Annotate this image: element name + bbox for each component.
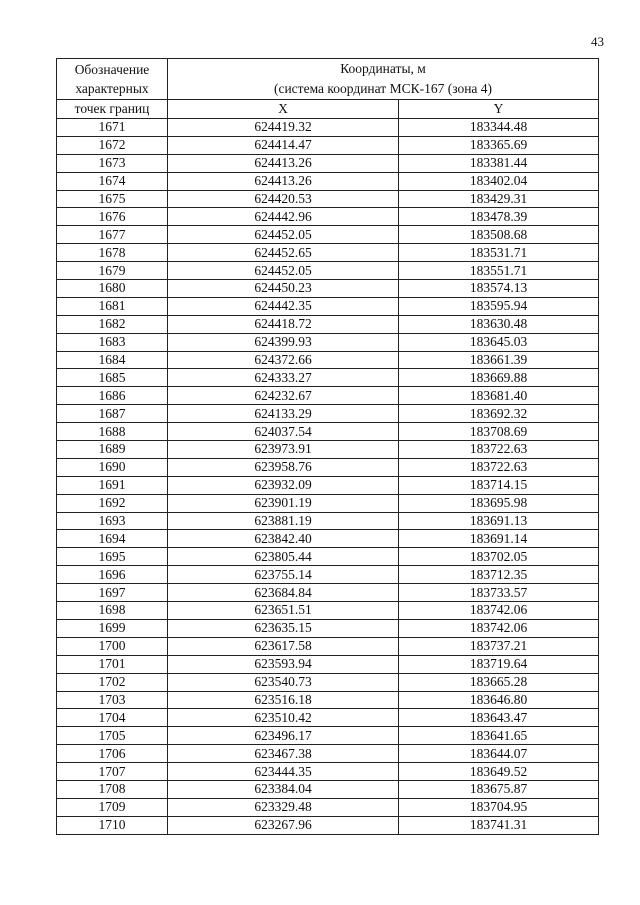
- table-row: [57, 458, 599, 476]
- point-id-cell: 1685: [57, 369, 168, 387]
- table-row: [57, 566, 599, 584]
- x-coordinate-cell: 624452.65: [168, 244, 399, 262]
- header-y: Y: [399, 100, 599, 119]
- x-coordinate-cell: 623842.40: [168, 530, 399, 548]
- y-coordinate-cell: 183675.87: [399, 780, 599, 798]
- table-row: [57, 208, 599, 226]
- point-id-cell: 1692: [57, 494, 168, 512]
- x-coordinate-cell: 623593.94: [168, 655, 399, 673]
- table-row: [57, 297, 599, 315]
- point-id-cell: 1677: [57, 226, 168, 244]
- header-x: X: [168, 100, 399, 119]
- x-coordinate-cell: 623881.19: [168, 512, 399, 530]
- point-id-cell: 1674: [57, 172, 168, 190]
- point-id-cell: 1710: [57, 816, 168, 834]
- table-row: [57, 727, 599, 745]
- x-coordinate-cell: 623617.58: [168, 637, 399, 655]
- point-id-cell: 1681: [57, 297, 168, 315]
- table-row: [57, 405, 599, 423]
- table-row: [57, 190, 599, 208]
- point-id-cell: 1688: [57, 423, 168, 441]
- x-coordinate-cell: 624413.26: [168, 154, 399, 172]
- y-coordinate-cell: 183641.65: [399, 727, 599, 745]
- table-row: [57, 637, 599, 655]
- x-coordinate-cell: 623755.14: [168, 566, 399, 584]
- table-row: [57, 244, 599, 262]
- y-coordinate-cell: 183704.95: [399, 798, 599, 816]
- point-id-cell: 1690: [57, 458, 168, 476]
- point-id-cell: 1704: [57, 709, 168, 727]
- table-row: [57, 709, 599, 727]
- point-id-cell: 1686: [57, 387, 168, 405]
- table-row: [57, 476, 599, 494]
- table-row: [57, 423, 599, 441]
- x-coordinate-cell: 623635.15: [168, 619, 399, 637]
- table-row: [57, 584, 599, 602]
- table-row: [57, 494, 599, 512]
- x-coordinate-cell: 624399.93: [168, 333, 399, 351]
- table-row: [57, 512, 599, 530]
- table-header: [57, 59, 599, 119]
- point-id-cell: 1707: [57, 763, 168, 781]
- page-number: 43: [591, 34, 604, 49]
- y-coordinate-cell: 183742.06: [399, 619, 599, 637]
- x-coordinate-cell: 623467.38: [168, 745, 399, 763]
- y-coordinate-cell: 183365.69: [399, 136, 599, 154]
- point-id-cell: 1708: [57, 780, 168, 798]
- x-coordinate-cell: 624232.67: [168, 387, 399, 405]
- x-coordinate-cell: 624419.32: [168, 119, 399, 137]
- table-row: [57, 745, 599, 763]
- y-coordinate-cell: 183702.05: [399, 548, 599, 566]
- x-coordinate-cell: 624133.29: [168, 405, 399, 423]
- y-coordinate-cell: 183722.63: [399, 458, 599, 476]
- table-row: [57, 280, 599, 298]
- y-coordinate-cell: 183574.13: [399, 280, 599, 298]
- table-row: [57, 816, 599, 834]
- y-coordinate-cell: 183681.40: [399, 387, 599, 405]
- y-coordinate-cell: 183691.14: [399, 530, 599, 548]
- point-id-cell: 1698: [57, 602, 168, 620]
- point-id-cell: 1709: [57, 798, 168, 816]
- y-coordinate-cell: 183478.39: [399, 208, 599, 226]
- header-coordinates: [168, 59, 599, 100]
- point-id-cell: 1691: [57, 476, 168, 494]
- x-coordinate-cell: 624414.47: [168, 136, 399, 154]
- table-row: [57, 119, 599, 137]
- header-designation-line3: точек границ: [57, 100, 168, 119]
- x-coordinate-cell: 623651.51: [168, 602, 399, 620]
- table-row: [57, 619, 599, 637]
- x-coordinate-cell: 623267.96: [168, 816, 399, 834]
- y-coordinate-cell: 183644.07: [399, 745, 599, 763]
- x-coordinate-cell: 623329.48: [168, 798, 399, 816]
- point-id-cell: 1682: [57, 315, 168, 333]
- y-coordinate-cell: 183643.47: [399, 709, 599, 727]
- point-id-cell: 1699: [57, 619, 168, 637]
- point-id-cell: 1702: [57, 673, 168, 691]
- table-row: [57, 172, 599, 190]
- y-coordinate-cell: 183737.21: [399, 637, 599, 655]
- y-coordinate-cell: 183595.94: [399, 297, 599, 315]
- x-coordinate-cell: 624372.66: [168, 351, 399, 369]
- y-coordinate-cell: 183649.52: [399, 763, 599, 781]
- header-coordinates-line2: (система координат МСК-167 (зона 4): [273, 81, 493, 96]
- point-id-cell: 1694: [57, 530, 168, 548]
- x-coordinate-cell: 623684.84: [168, 584, 399, 602]
- y-coordinate-cell: 183508.68: [399, 226, 599, 244]
- point-id-cell: 1676: [57, 208, 168, 226]
- y-coordinate-cell: 183402.04: [399, 172, 599, 190]
- header-designation-line1: Обозначение: [74, 61, 150, 77]
- y-coordinate-cell: 183344.48: [399, 119, 599, 137]
- point-id-cell: 1697: [57, 584, 168, 602]
- y-coordinate-cell: 183733.57: [399, 584, 599, 602]
- point-id-cell: 1706: [57, 745, 168, 763]
- y-coordinate-cell: 183691.13: [399, 512, 599, 530]
- point-id-cell: 1679: [57, 262, 168, 280]
- point-id-cell: 1689: [57, 441, 168, 459]
- point-id-cell: 1693: [57, 512, 168, 530]
- header-designation-line2: характерных: [75, 81, 149, 96]
- table-row: [57, 441, 599, 459]
- y-coordinate-cell: 183381.44: [399, 154, 599, 172]
- table-row: [57, 351, 599, 369]
- x-coordinate-cell: 623510.42: [168, 709, 399, 727]
- x-coordinate-cell: 623932.09: [168, 476, 399, 494]
- y-coordinate-cell: 183665.28: [399, 673, 599, 691]
- point-id-cell: 1680: [57, 280, 168, 298]
- point-id-cell: 1675: [57, 190, 168, 208]
- x-coordinate-cell: 623444.35: [168, 763, 399, 781]
- x-coordinate-cell: 624037.54: [168, 423, 399, 441]
- x-coordinate-cell: 624333.27: [168, 369, 399, 387]
- table-row: [57, 763, 599, 781]
- x-coordinate-cell: 623516.18: [168, 691, 399, 709]
- y-coordinate-cell: 183712.35: [399, 566, 599, 584]
- y-coordinate-cell: 183719.64: [399, 655, 599, 673]
- table-row: [57, 673, 599, 691]
- point-id-cell: 1705: [57, 727, 168, 745]
- point-id-cell: 1701: [57, 655, 168, 673]
- x-coordinate-cell: 623384.04: [168, 780, 399, 798]
- y-coordinate-cell: 183695.98: [399, 494, 599, 512]
- table-row: [57, 548, 599, 566]
- y-coordinate-cell: 183722.63: [399, 441, 599, 459]
- y-coordinate-cell: 183714.15: [399, 476, 599, 494]
- x-coordinate-cell: 623958.76: [168, 458, 399, 476]
- table-row: [57, 780, 599, 798]
- y-coordinate-cell: 183630.48: [399, 315, 599, 333]
- x-coordinate-cell: 624418.72: [168, 315, 399, 333]
- table-row: [57, 315, 599, 333]
- y-coordinate-cell: 183692.32: [399, 405, 599, 423]
- x-coordinate-cell: 624413.26: [168, 172, 399, 190]
- table-row: [57, 154, 599, 172]
- table-row: [57, 655, 599, 673]
- point-id-cell: 1673: [57, 154, 168, 172]
- point-id-cell: 1695: [57, 548, 168, 566]
- point-id-cell: 1703: [57, 691, 168, 709]
- header-designation: [57, 59, 168, 100]
- coordinates-table: [56, 58, 599, 835]
- y-coordinate-cell: 183741.31: [399, 816, 599, 834]
- x-coordinate-cell: 623973.91: [168, 441, 399, 459]
- point-id-cell: 1700: [57, 637, 168, 655]
- point-id-cell: 1684: [57, 351, 168, 369]
- y-coordinate-cell: 183531.71: [399, 244, 599, 262]
- table-row: [57, 262, 599, 280]
- y-coordinate-cell: 183742.06: [399, 602, 599, 620]
- x-coordinate-cell: 623540.73: [168, 673, 399, 691]
- x-coordinate-cell: 623496.17: [168, 727, 399, 745]
- table-row: [57, 691, 599, 709]
- y-coordinate-cell: 183646.80: [399, 691, 599, 709]
- table-row: [57, 798, 599, 816]
- x-coordinate-cell: 624442.35: [168, 297, 399, 315]
- table-row: [57, 602, 599, 620]
- table-row: [57, 369, 599, 387]
- table-row: [57, 226, 599, 244]
- point-id-cell: 1683: [57, 333, 168, 351]
- header-coordinates-line1: Координаты, м: [340, 61, 426, 76]
- x-coordinate-cell: 624450.23: [168, 280, 399, 298]
- x-coordinate-cell: 624420.53: [168, 190, 399, 208]
- point-id-cell: 1671: [57, 119, 168, 137]
- table-body: [57, 119, 599, 835]
- table-row: [57, 387, 599, 405]
- y-coordinate-cell: 183551.71: [399, 262, 599, 280]
- table-row: [57, 530, 599, 548]
- x-coordinate-cell: 624452.05: [168, 262, 399, 280]
- x-coordinate-cell: 624442.96: [168, 208, 399, 226]
- y-coordinate-cell: 183669.88: [399, 369, 599, 387]
- y-coordinate-cell: 183645.03: [399, 333, 599, 351]
- x-coordinate-cell: 624452.05: [168, 226, 399, 244]
- y-coordinate-cell: 183429.31: [399, 190, 599, 208]
- point-id-cell: 1678: [57, 244, 168, 262]
- point-id-cell: 1696: [57, 566, 168, 584]
- y-coordinate-cell: 183661.39: [399, 351, 599, 369]
- x-coordinate-cell: 623901.19: [168, 494, 399, 512]
- table-row: [57, 333, 599, 351]
- y-coordinate-cell: 183708.69: [399, 423, 599, 441]
- table-row: [57, 136, 599, 154]
- point-id-cell: 1672: [57, 136, 168, 154]
- x-coordinate-cell: 623805.44: [168, 548, 399, 566]
- point-id-cell: 1687: [57, 405, 168, 423]
